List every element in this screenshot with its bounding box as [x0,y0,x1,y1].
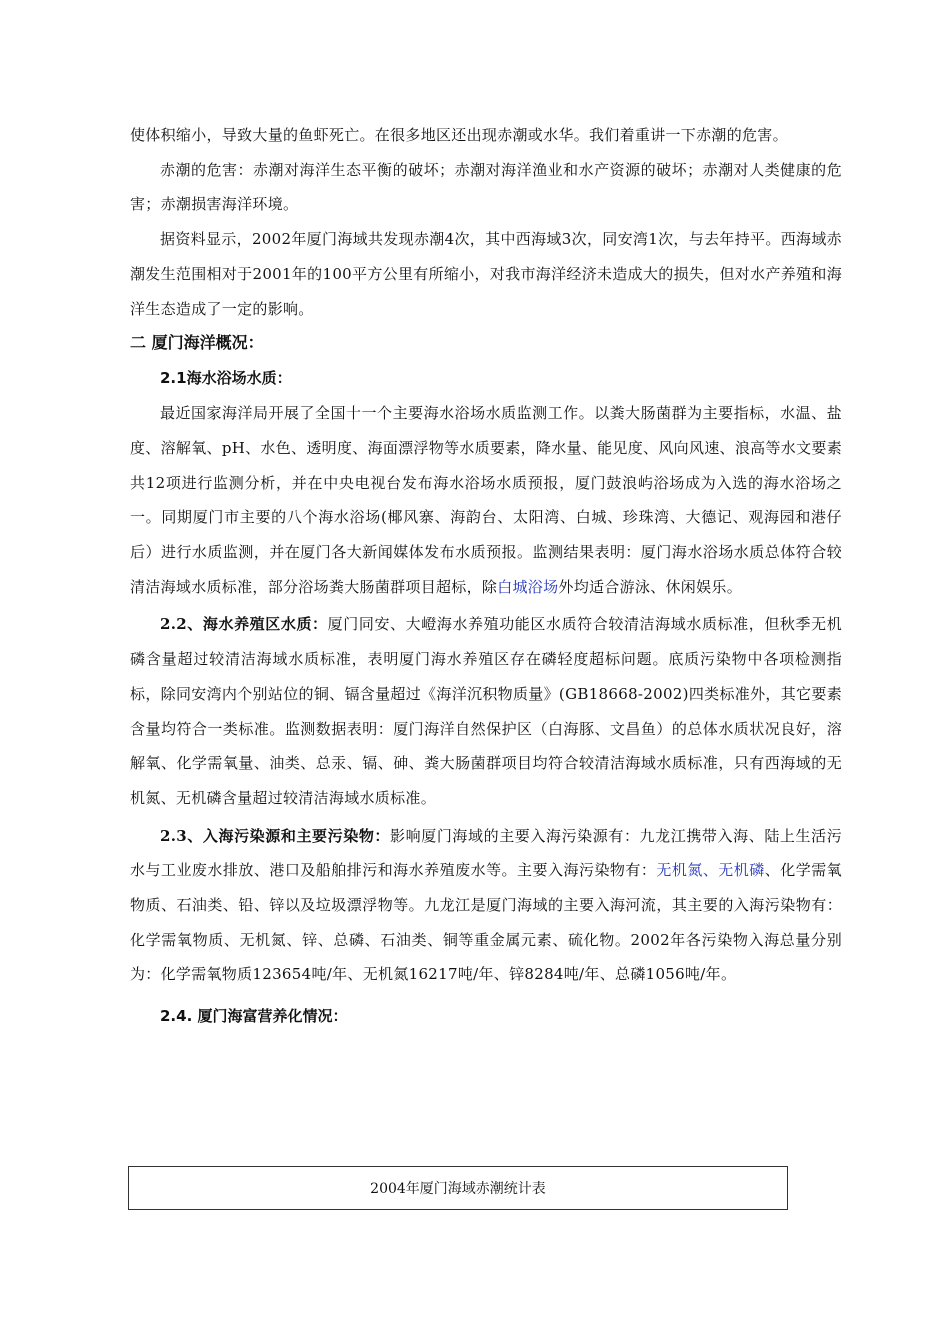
beach-text-b: 外均适合游泳、休闲娱乐。 [558,577,743,596]
table-caption: 2004年厦门海域赤潮统计表 [370,1181,546,1197]
pollution-text-a: 影响厦门海域的主要入海污染源有：九龙江携带入海、陆上生活污水与工业废水排放、港口及船舶排污和海水养殖废水等。主要入海污染物有： [130,826,842,880]
subsection-2-3-lead: 2.3、入海污染源和主要污染物： [160,826,391,845]
paragraph-pollution-sources [130,819,842,993]
aquaculture-text: 厦门同安、大嶝海水养殖功能区水质符合较清洁海域水质标准，但秋季无机磷含量超过较清洁海域水质标准，表明厦门海水养殖区存在磷轻度超标问题。底质污染物中各项检测指标，除同安湾内个别站位的铜、镉含量超过《海洋沉积物质量》(GB18668-2002)四类标准外，其它要素含量均符合一类标准。监测数据表明：厦门海洋自然保护区（白海豚、文昌鱼）的总体水质状况良好，溶解氧、化学需氧量、油类、总汞、镉、砷、粪大肠菌群项目均符合较清洁海域水质标准，只有西海域的无机氮、无机磷含量超过较清洁海域水质标准。 [130,615,842,807]
paragraph-red-tide-harm: 赤潮的危害：赤潮对海洋生态平衡的破坏；赤潮对海洋渔业和水产资源的破坏；赤潮对人类健康的危害；赤潮损害海洋环境。 [130,160,842,214]
section-heading-2: 二 厦门海洋概况： [130,333,264,353]
paragraph-aquaculture [130,607,842,815]
nitrogen-phosphorus-link[interactable]: 无机氮、无机磷 [656,861,765,880]
subsection-2-2-lead: 2.2、海水养殖区水质： [160,615,328,634]
table-caption-box [128,1166,788,1210]
paragraph-beach-water [130,396,842,604]
paragraph-red-tide-data: 据资料显示，2002年厦门海域共发现赤潮4次，其中西海域3次，同安湾1次，与去年持平。西海域赤潮发生范围相对于2001年的100平方公里有所缩小，对我市海洋经济未造成大的损失，但对水产养殖和海洋生态造成了一定的影响。 [130,230,842,318]
document-body [130,118,842,1034]
beach-text-a: 最近国家海洋局开展了全国十一个主要海水浴场水质监测工作。以粪大肠菌群为主要指标，水温、盐度、溶解氧、pH、水色、透明度、海面漂浮物等水质要素，降水量、能见度、风向风速、浪高等水文要素共12项进行监测分析，并在中央电视台发布海水浴场水质预报，厦门鼓浪屿浴场成为入选的海水浴场之一。同期厦门市主要的八个海水浴场(椰风寨、海韵台、太阳湾、白城、珍珠湾、大德记、观海园和港仔后）进行水质监测，并在厦门各大新闻媒体发布水质预报。监测结果表明：厦门海水浴场水质总体符合较清洁海域水质标准，部分浴场粪大肠菌群项目超标，除 [130,404,842,596]
subsection-2-1-title: 2.1海水浴场水质： [160,369,292,388]
pollution-text-b: 、化学需氧物质、石油类、铅、锌以及垃圾漂浮物等。九龙江是厦门海域的主要入海河流，其主要的入海污染物有：化学需氧物质、无机氮、锌、总磷、石油类、铜等重金属元素、硫化物。2002年各污染物入海总量分别为：化学需氧物质123654吨/年、无机氮16217吨/年、锌8284吨/年、总磷1056吨/年。 [130,861,842,984]
baicheng-beach-link[interactable]: 白城浴场 [497,577,559,596]
subsection-2-4-title: 2.4. 厦门海富营养化情况： [160,1007,348,1026]
paragraph-1: 使体积缩小，导致大量的鱼虾死亡。在很多地区还出现赤潮或水华。我们着重讲一下赤潮的危害。 [130,126,788,144]
